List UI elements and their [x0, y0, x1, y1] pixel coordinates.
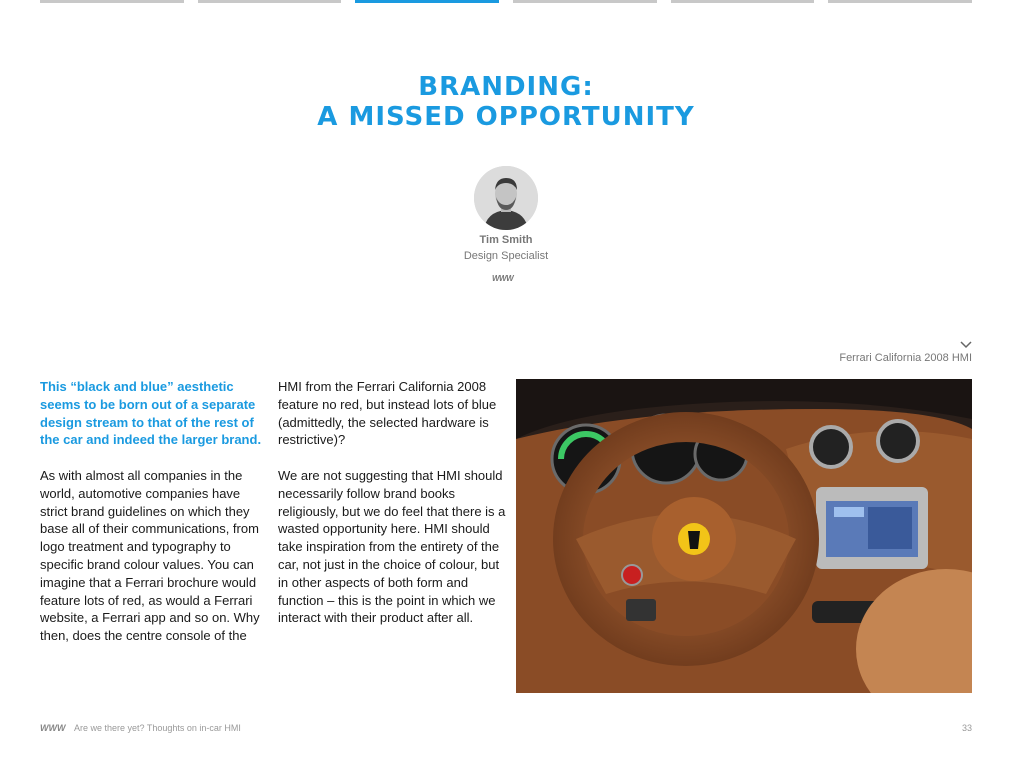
- progress-segment: [40, 0, 184, 3]
- author-avatar: [474, 166, 538, 230]
- figure-caption: Ferrari California 2008 HMI: [839, 352, 972, 364]
- brand-logo: WWW: [492, 274, 514, 283]
- progress-segment: [198, 0, 342, 3]
- progress-segment: [513, 0, 657, 3]
- title-line-1: BRANDING:: [418, 72, 594, 102]
- body-paragraph: We are not suggesting that HMI should necessarily follow brand books religiously, but we do feel that there is a wasted opportunity here. HMI should take inspiration from the entirety of the car, not just in the choice of colour, but in other aspects of both form and function – this is the point in which we interact with their product after all.: [278, 467, 506, 626]
- progress-segment: [828, 0, 972, 3]
- text-column-1: [40, 378, 270, 663]
- footer-logo: WWW: [40, 723, 66, 733]
- author-name: Tim Smith: [479, 234, 533, 246]
- title-line-2: A MISSED OPPORTUNITY: [317, 102, 695, 132]
- author-role: Design Specialist: [463, 250, 549, 262]
- ferrari-interior-photo: [516, 379, 972, 693]
- page-title: [0, 72, 1012, 132]
- footer-title: Are we there yet? Thoughts on in-car HMI: [74, 723, 241, 733]
- body-paragraph: HMI from the Ferrari California 2008 feature no red, but instead lots of blue (admittedly, the selected hardware is restrictive)?: [278, 379, 497, 448]
- page-number: 33: [961, 723, 972, 733]
- chevron-down-icon[interactable]: [960, 340, 972, 350]
- text-column-2: [278, 378, 508, 645]
- progress-segment-active: [355, 0, 499, 3]
- lead-paragraph: This “black and blue” aesthetic seems to be born out of a separate design stream to that of the rest of the car and indeed the larger brand.: [40, 379, 262, 448]
- body-paragraph: As with almost all companies in the world, automotive companies have strict brand guidelines on which they base all of their communications, from logo treatment and typography to specific brand colour values. You can imagine that a Ferrari brochure would feature lots of red, as would a Ferrari website, a Ferrari app and so on. Why then, does the centre console of the: [40, 467, 260, 644]
- progress-bar: [40, 0, 972, 4]
- progress-segment: [671, 0, 815, 3]
